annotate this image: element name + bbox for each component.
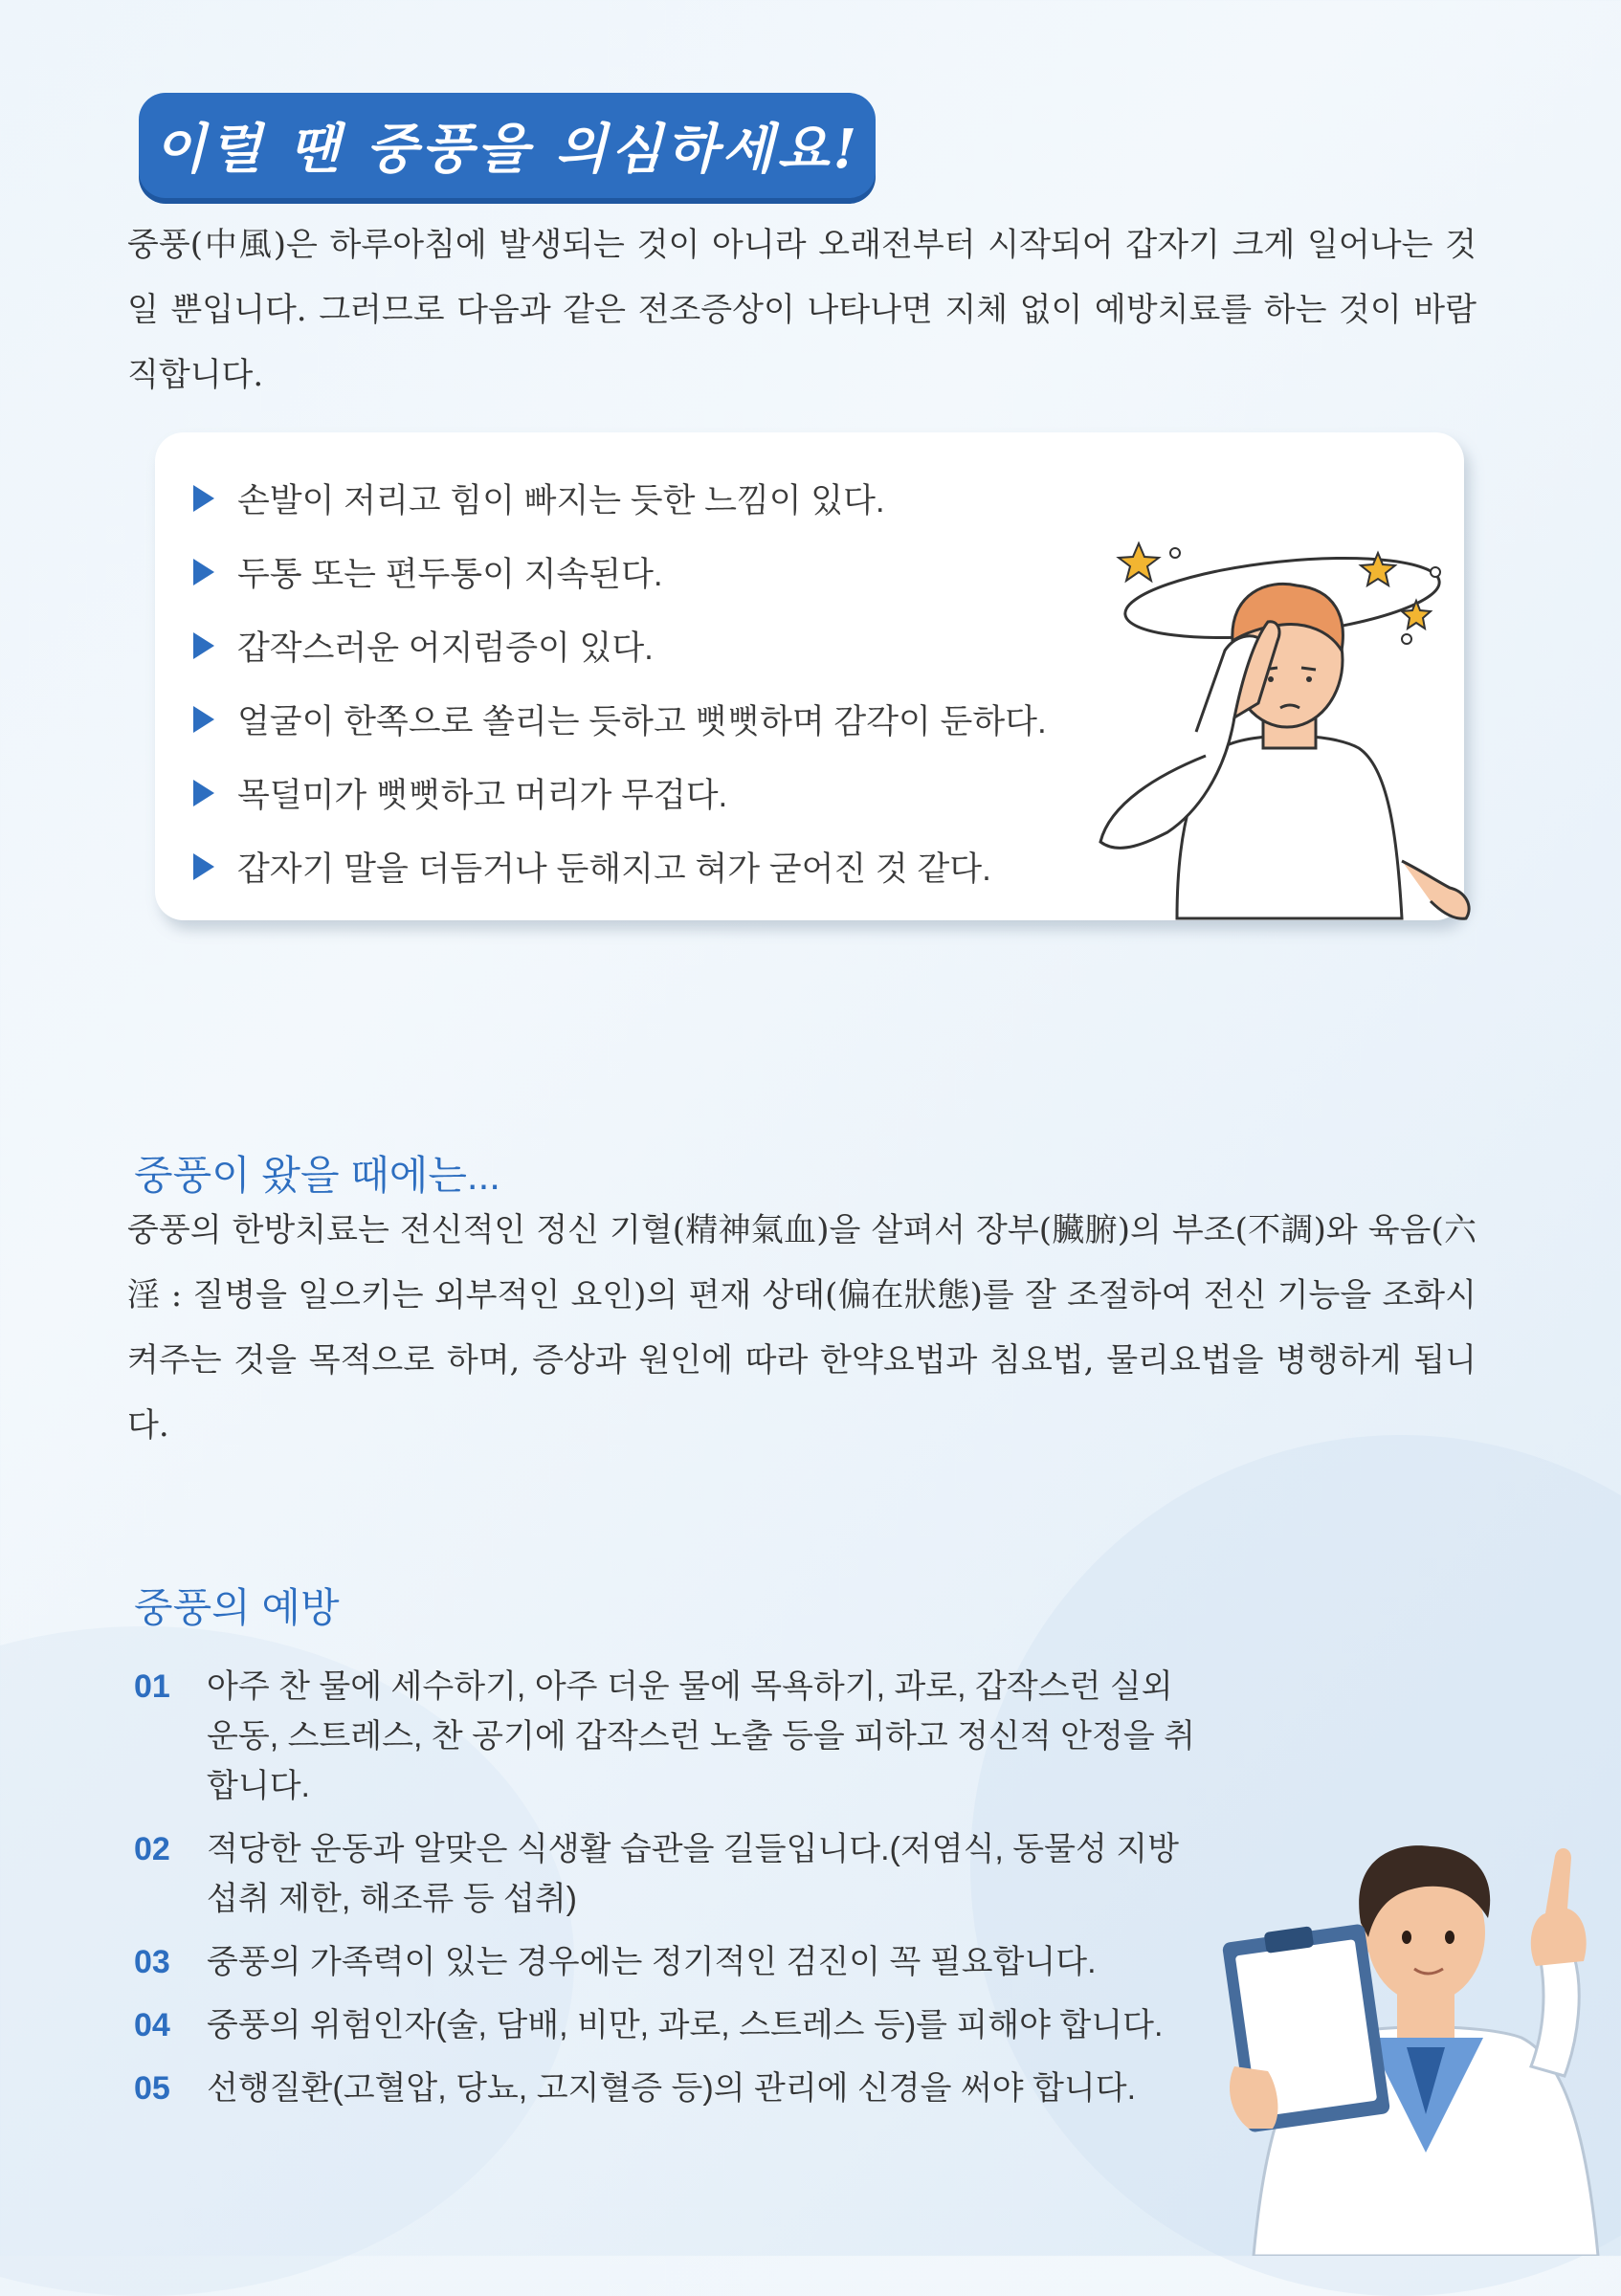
treatment-paragraph: 중풍의 한방치료는 전신적인 정신 기혈(精神氣血)을 살펴서 장부(臟腑)의 부조(不調)와 육음(六淫 : 질병을 일으키는 외부적인 요인)의 편재 상태(偏在狀態)를 잘 조절하여 전신 기능을 조화시켜주는 것을 목적으로 하며, 증상과 원인에 따라 한약요법과 침요법, 물리요법을 병행하게 됩니다.: [127, 1211, 1477, 1445]
triangle-bullet-icon: [193, 485, 214, 512]
triangle-bullet-icon: [193, 559, 214, 585]
list-item: [134, 2064, 1206, 2113]
item-number: 05: [134, 2070, 170, 2107]
list-item: [134, 1937, 1206, 1987]
triangle-bullet-icon: [193, 853, 214, 880]
symptom-text: 얼굴이 한쪽으로 쏠리는 듯하고 뻣뻣하며 감각이 둔하다.: [237, 702, 1047, 740]
list-item: [193, 535, 1047, 608]
item-number: 04: [134, 2007, 170, 2043]
item-text: 중풍의 위험인자(술, 담배, 비만, 과로, 스트레스 등)를 피해야 합니다.: [207, 2007, 1164, 2043]
symptom-list: [193, 461, 1047, 903]
symptom-text: 손발이 저리고 힘이 빠지는 듯한 느낌이 있다.: [237, 481, 885, 519]
list-item: [193, 829, 1047, 903]
item-number: 02: [134, 1831, 170, 1867]
triangle-bullet-icon: [193, 780, 214, 806]
item-text: 선행질환(고혈압, 당뇨, 고지혈증 등)의 관리에 신경을 써야 합니다.: [207, 2070, 1137, 2107]
item-number: 03: [134, 1944, 170, 1980]
dizzy-man-illustration: [1091, 526, 1512, 928]
list-item: [193, 608, 1047, 682]
list-item: [193, 756, 1047, 829]
title-banner: 이럴 땐 중풍을 의심하세요!: [139, 93, 876, 198]
symptom-text: 두통 또는 편두통이 지속된다.: [237, 555, 663, 593]
treatment-heading: 중풍이 왔을 때에는...: [134, 1153, 500, 1198]
intro-paragraph: 중풍(中風)은 하루아침에 발생되는 것이 아니라 오래전부터 시작되어 갑자기 크게 일어나는 것일 뿐입니다. 그러므로 다음과 같은 전조증상이 나타나면 지체 없이 예방치료를 하는 것이 바람직합니다.: [127, 226, 1477, 394]
item-text: 중풍의 가족력이 있는 경우에는 정기적인 검진이 꼭 필요합니다.: [207, 1944, 1097, 1980]
prevention-list: [134, 1662, 1206, 2127]
list-item: [193, 461, 1047, 535]
symptom-text: 목덜미가 뻣뻣하고 머리가 무겁다.: [237, 776, 728, 814]
triangle-bullet-icon: [193, 706, 214, 733]
triangle-bullet-icon: [193, 632, 214, 659]
item-number: 01: [134, 1668, 170, 1705]
item-text: 적당한 운동과 알맞은 식생활 습관을 길들입니다.(저염식, 동물성 지방 섭취 제한, 해조류 등 섭취): [207, 1831, 1179, 1917]
symptom-text: 갑자기 말을 더듬거나 둔해지고 혀가 굳어진 것 같다.: [237, 850, 991, 888]
list-item: [193, 682, 1047, 756]
symptom-text: 갑작스러운 어지럼증이 있다.: [237, 629, 654, 667]
list-item: [134, 1824, 1206, 1924]
prevention-heading: 중풍의 예방: [134, 1585, 340, 1630]
list-item: [134, 1662, 1206, 1811]
doctor-illustration: [1215, 1751, 1621, 2256]
list-item: [134, 2000, 1206, 2050]
item-text: 아주 찬 물에 세수하기, 아주 더운 물에 목욕하기, 과로, 갑작스런 실외 운동, 스트레스, 찬 공기에 갑작스런 노출 등을 피하고 정신적 안정을 취합니다.: [207, 1668, 1195, 1804]
